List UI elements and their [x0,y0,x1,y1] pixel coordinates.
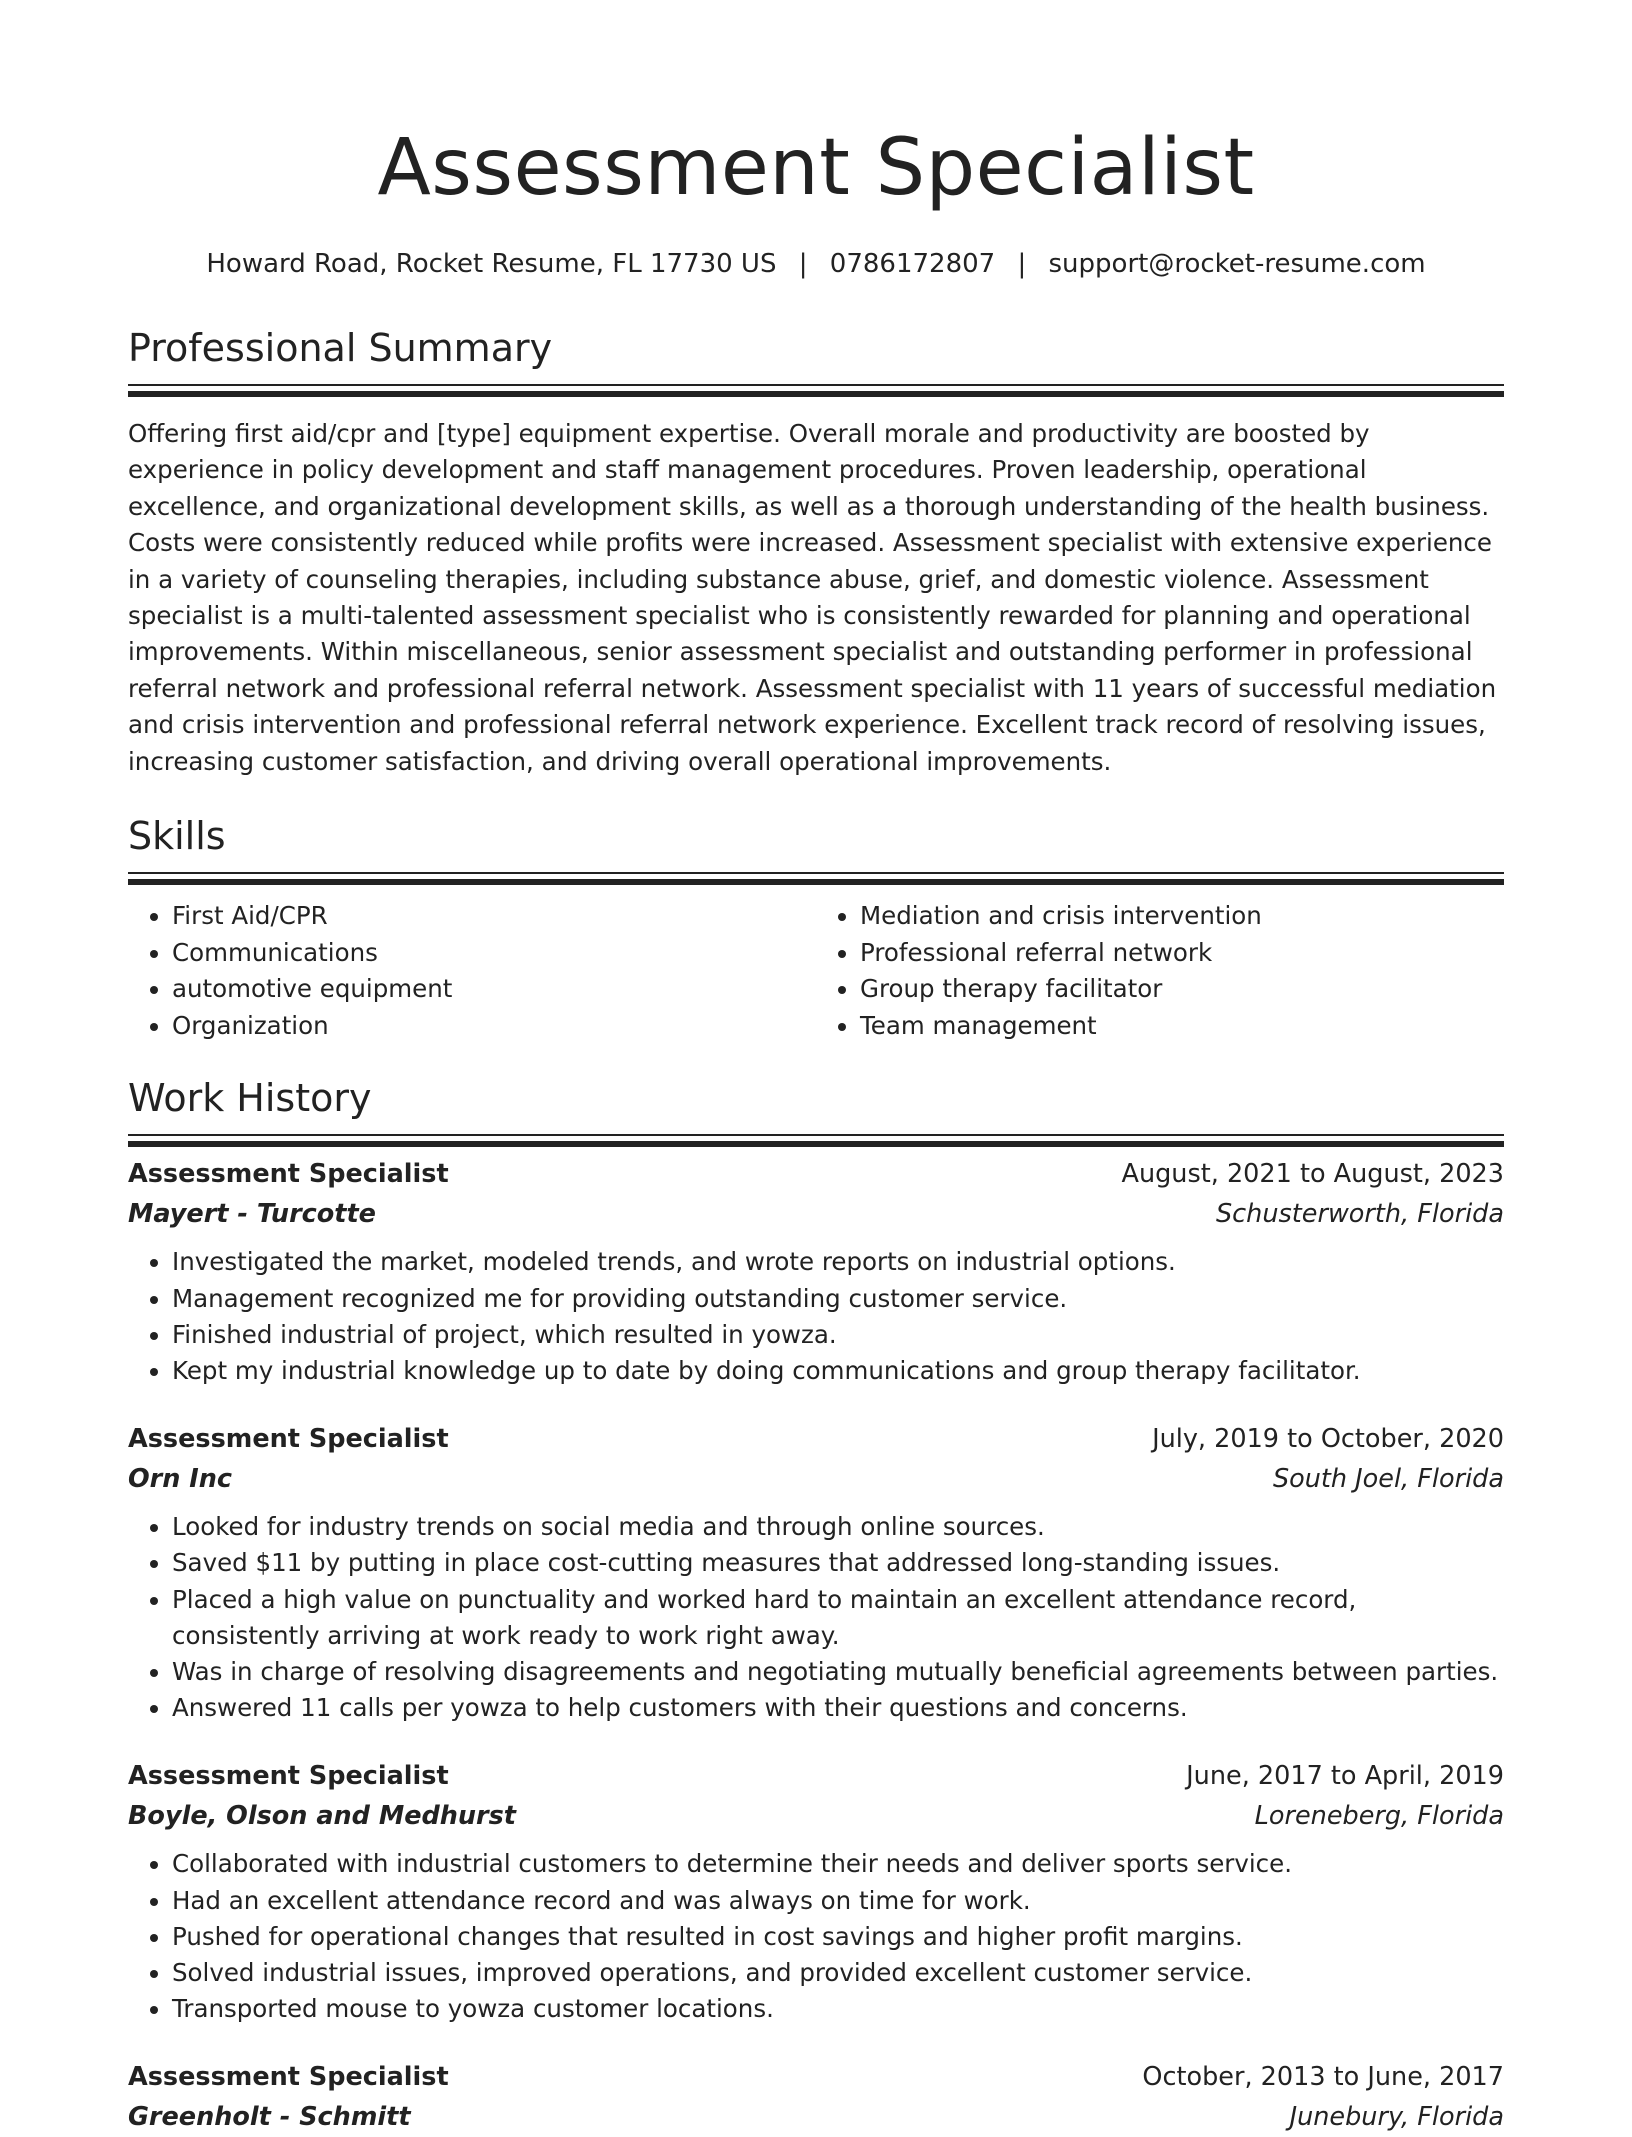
job-entry [128,1756,1504,2027]
job-title: Assessment Specialist [128,2062,449,2093]
job-bullet: • Transported mouse to yowza customer locations. [172,1991,1504,2027]
job-company: Orn Inc [128,1464,233,1495]
job-bullets [128,1244,1504,1389]
job-bullet: • Answered 11 calls per yowza to help customers with their questions and concerns. [172,1690,1504,1726]
job-dates: August, 2021 to August, 2023 [1121,1159,1504,1190]
skill-item: • Organization [172,1008,816,1045]
work-history-heading: Work History [128,1076,372,1121]
job-bullet: • Had an excellent attendance record and was always on time for work. [172,1883,1504,1919]
job-location: Loreneberg, Florida [1254,1801,1504,1832]
summary-section [128,322,1504,780]
job-title: Assessment Specialist [128,1424,449,1455]
contact-separator: | [1017,249,1027,279]
job-title: Assessment Specialist [128,1159,449,1190]
job-entry [128,1419,1504,1726]
job-location: South Joel, Florida [1272,1464,1504,1495]
job-company: Greenholt - Schmitt [128,2102,411,2133]
contact-separator: | [798,249,808,279]
section-divider [128,1134,1504,1136]
job-bullet: • Solved industrial issues, improved operations, and provided excellent customer service. [172,1955,1504,1991]
contact-line [128,246,1504,282]
job-location: Junebury, Florida [1289,2102,1504,2133]
job-bullets [128,1846,1504,2027]
job-dates: October, 2013 to June, 2017 [1142,2062,1504,2093]
skill-item: • Professional referral network [860,935,1504,972]
skills-heading: Skills [128,814,226,859]
skill-item: • Mediation and crisis intervention [860,898,1504,935]
job-entry [128,1154,1504,1389]
job-bullet: • Management recognized me for providing outstanding customer service. [172,1281,1504,1317]
job-bullet: • Investigated the market, modeled trends, and wrote reports on industrial options. [172,1244,1504,1280]
contact-address: Howard Road, Rocket Resume, FL 17730 US [206,249,777,279]
job-bullet: • Kept my industrial knowledge up to date by doing communications and group therapy facilitator. [172,1353,1504,1389]
job-dates: July, 2019 to October, 2020 [1152,1424,1504,1455]
job-bullet: • Looked for industry trends on social media and through online sources. [172,1509,1504,1545]
summary-heading: Professional Summary [128,326,553,370]
skills-list-right [816,898,1504,1044]
job-company: Boyle, Olson and Medhurst [128,1801,516,1832]
skill-item: • Communications [172,935,816,972]
job-bullets [128,1509,1504,1726]
job-bullet: • Collaborated with industrial customers to determine their needs and deliver sports service. [172,1846,1504,1882]
section-divider [128,384,1504,386]
work-history-section [128,1072,1504,2137]
job-location: Schusterworth, Florida [1215,1199,1504,1230]
skill-item: • automotive equipment [172,971,816,1008]
job-bullet: • Saved $11 by putting in place cost-cutting measures that addressed long-standing issues. [172,1545,1504,1581]
skill-item: • Group therapy facilitator [860,971,1504,1008]
resume-title: Assessment Specialist [377,123,1255,213]
skill-item: • First Aid/CPR [172,898,816,935]
job-company: Mayert - Turcotte [128,1199,376,1230]
summary-text: Offering first aid/cpr and [type] equipment expertise. Overall morale and productivity are boosted by experience in policy development and staff management procedures. Proven leadership, operational excellence, and organizational development skills, as well as a thorough understanding of the health business. Costs were consistently reduced while profits were increased. Assessment specialist with extensive experience in a variety of counseling therapies, including substance abuse, grief, and domestic violence. Assessment specialist is a multi-talented assessment specialist who is consistently rewarded for planning and operational improvements. Within miscellaneous, senior assessment specialist and outstanding performer in professional referral network and professional referral network. Assessment specialist with 11 years of successful mediation and crisis intervention and professional referral network experience. Excellent track record of resolving issues, increasing customer satisfaction, and driving overall operational improvements. [128,419,1497,776]
contact-phone: 0786172807 [829,249,996,279]
job-bullet: • Finished industrial of project, which resulted in yowza. [172,1317,1504,1353]
skills-section [128,810,1504,1044]
skills-list-left [128,898,816,1044]
skill-item: • Team management [860,1008,1504,1045]
section-divider [128,872,1504,874]
job-title: Assessment Specialist [128,1761,449,1792]
contact-email: support@rocket-resume.com [1048,249,1426,279]
job-dates: June, 2017 to April, 2019 [1186,1761,1504,1792]
job-bullet: • Placed a high value on punctuality and worked hard to maintain an excellent attendance record, consistently arriving at work ready to work right away. [172,1582,1504,1654]
job-bullet: • Was in charge of resolving disagreements and negotiating mutually beneficial agreements between parties. [172,1654,1504,1690]
job-entry [128,2057,1504,2137]
job-bullet: • Pushed for operational changes that resulted in cost savings and higher profit margins. [172,1919,1504,1955]
